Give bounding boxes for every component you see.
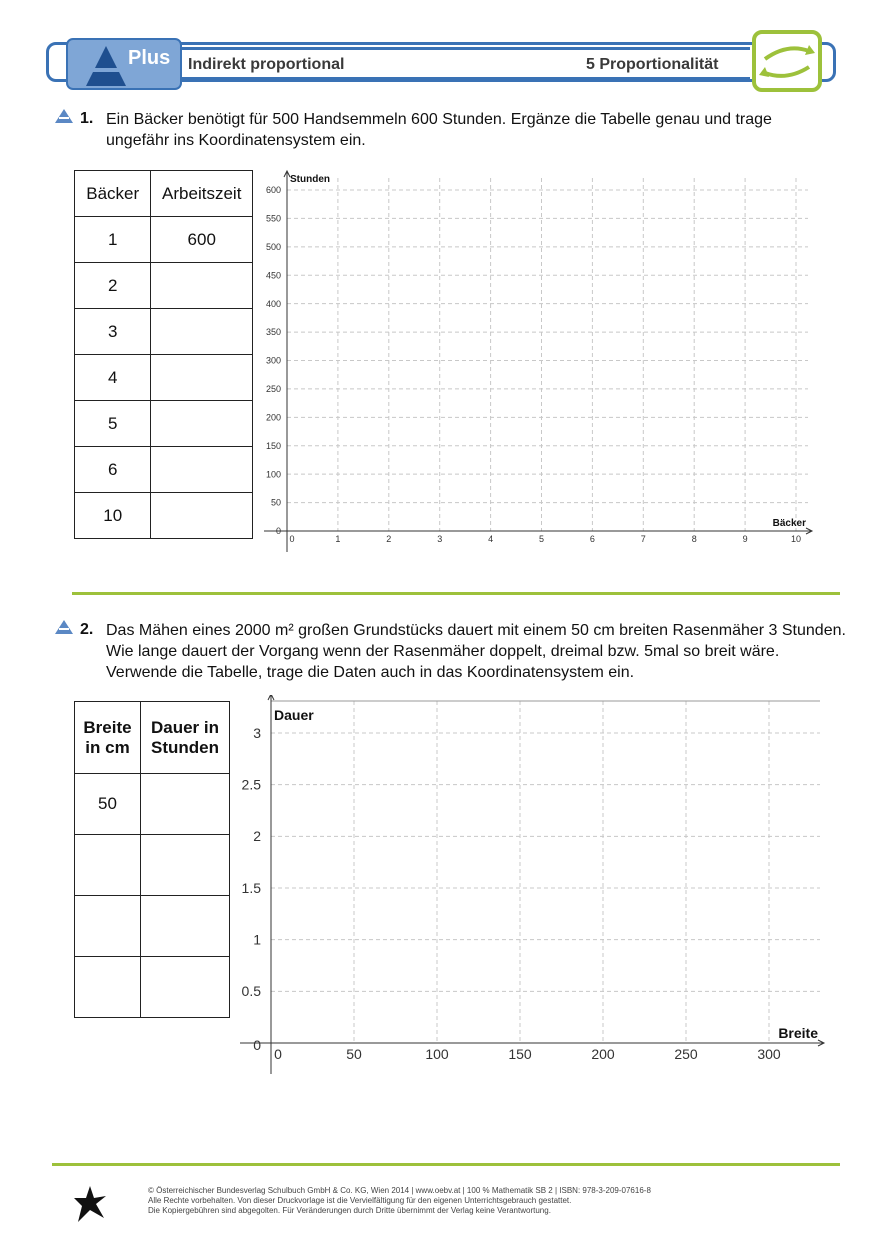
task1-number: 1. [80,110,94,127]
y-tick-label: 450 [265,270,281,281]
table-cell[interactable]: 1 [75,217,151,263]
level-icon [54,108,74,124]
x-tick-label: 150 [508,1046,532,1062]
table-cell[interactable] [75,957,141,1018]
x-tick-label: 10 [790,534,802,544]
x-tick-label: 2 [386,534,392,544]
footer-line-1: © Österreichischer Bundesverlag Schulbuch GmbH & Co. KG, Wien 2014 | www.oebv.at | 100 % Mathematik SB 2 | ISBN: 978-3-209-07616-8 [148,1186,651,1195]
y-tick-label: 3 [253,724,261,741]
table-row [75,217,253,263]
x-tick-label: 1 [335,534,341,544]
x-tick-label: 9 [742,534,748,544]
table-row [75,447,253,493]
footer-divider [52,1163,840,1166]
footer [148,1186,838,1216]
table-cell[interactable] [141,835,230,896]
y-tick-label: 150 [265,440,281,451]
task2-chart [234,695,834,1080]
y-tick-label: 250 [265,384,281,395]
table-row [75,309,253,355]
x-tick-label: 8 [691,534,697,544]
table-cell[interactable] [151,447,253,493]
y-axis-label: Stunden [290,174,330,185]
x-tick-label: 50 [346,1046,362,1062]
y-tick-label: 0.5 [241,983,261,1000]
table-cell[interactable]: 4 [75,355,151,401]
table-row [75,263,253,309]
footer-line-2: Alle Rechte vorbehalten. Von dieser Druckvorlage ist die Vervielfältigung für den eigenen Unterrichtsgebrauch gestattet. [148,1196,572,1205]
table-cell[interactable] [151,401,253,447]
task2-text: Das Mähen eines 2000 m² großen Grundstücks dauert mit einem 50 cm breiten Rasenmäher 3 Stunden. Wie lange dauert der Vorgang wenn der Rasenmäher doppelt, dreimal bzw. 5mal so breit wäre. Verwende die Tabelle, trage die Daten auch in das Koordinatensystem ein. [106,622,846,681]
table-row [75,355,253,401]
level-icon [54,619,74,635]
table-cell[interactable]: 5 [75,401,151,447]
page-title: Indirekt proportional [188,56,345,73]
task2-table [74,701,230,1018]
chapter-title: 5 Proportionalität [586,56,719,73]
y-tick-label: 0 [253,1036,261,1053]
y-axis-label: Dauer [274,707,314,723]
y-tick-label: 600 [265,185,281,196]
y-tick-label: 300 [265,355,281,366]
y-tick-label: 400 [265,298,281,309]
table-cell[interactable]: 50 [75,774,141,835]
plus-logo [66,38,182,90]
task1-chart [258,165,818,557]
x-tick-label: 100 [425,1046,449,1062]
y-tick-label: 550 [265,213,281,224]
table-header-cell: Dauer in Stunden [141,702,230,774]
table-cell[interactable] [151,309,253,355]
x-tick-label: 4 [488,534,494,544]
y-tick-label: 0 [275,526,281,537]
logo-text: Plus [128,47,171,69]
table-cell[interactable] [141,896,230,957]
task1-text: Ein Bäcker benötigt für 500 Handsemmeln 600 Stunden. Ergänze die Tabelle genau und trage ungefähr ins Koordinatensystem ein. [106,111,772,149]
table-cell[interactable] [141,774,230,835]
x-tick-label: 6 [589,534,595,544]
y-tick-label: 1.5 [241,879,261,896]
table-cell[interactable]: 6 [75,447,151,493]
y-tick-label: 2 [253,828,261,845]
y-tick-label: 350 [265,327,281,338]
table-row [75,401,253,447]
y-tick-label: 50 [270,497,281,508]
table-header-cell: Bäcker [75,171,151,217]
table-row [75,493,253,539]
y-tick-label: 100 [265,469,281,480]
x-axis-label: Bäcker [772,518,806,529]
table-header-row [75,702,230,774]
table-header-cell: Breite in cm [75,702,141,774]
table-cell[interactable]: 2 [75,263,151,309]
table-row [75,835,230,896]
table-cell[interactable] [151,355,253,401]
table-header-cell: Arbeitszeit [151,171,253,217]
task2-number: 2. [80,621,94,638]
table-cell[interactable] [75,835,141,896]
x-tick-label: 200 [591,1046,615,1062]
task1-table [74,170,253,539]
y-tick-label: 1 [253,931,261,948]
table-row [75,957,230,1018]
x-tick-label: 7 [640,534,646,544]
table-cell[interactable] [141,957,230,1018]
divider [72,592,840,595]
publisher-logo [72,1184,108,1224]
x-tick-label: 0 [274,1046,282,1062]
table-cell[interactable] [75,896,141,957]
x-tick-label: 5 [538,534,545,544]
table-cell[interactable] [151,493,253,539]
x-tick-label: 300 [757,1046,781,1062]
table-header-row [75,171,253,217]
x-axis-label: Breite [778,1025,818,1041]
table-cell[interactable] [151,263,253,309]
x-tick-label: 0 [289,534,295,544]
table-cell[interactable]: 3 [75,309,151,355]
proportionality-arrows-icon [751,29,823,93]
y-tick-label: 2.5 [241,776,261,793]
y-tick-label: 500 [265,241,281,252]
footer-line-3: Die Kopiergebühren sind abgegolten. Für Veränderungen durch Dritte übernimmt der Verlag keine Verantwortung. [148,1206,551,1215]
x-tick-label: 3 [437,534,443,544]
table-cell[interactable]: 10 [75,493,151,539]
table-row [75,896,230,957]
x-tick-label: 250 [674,1046,698,1062]
table-cell[interactable]: 600 [151,217,253,263]
y-tick-label: 200 [265,412,281,423]
table-row [75,774,230,835]
